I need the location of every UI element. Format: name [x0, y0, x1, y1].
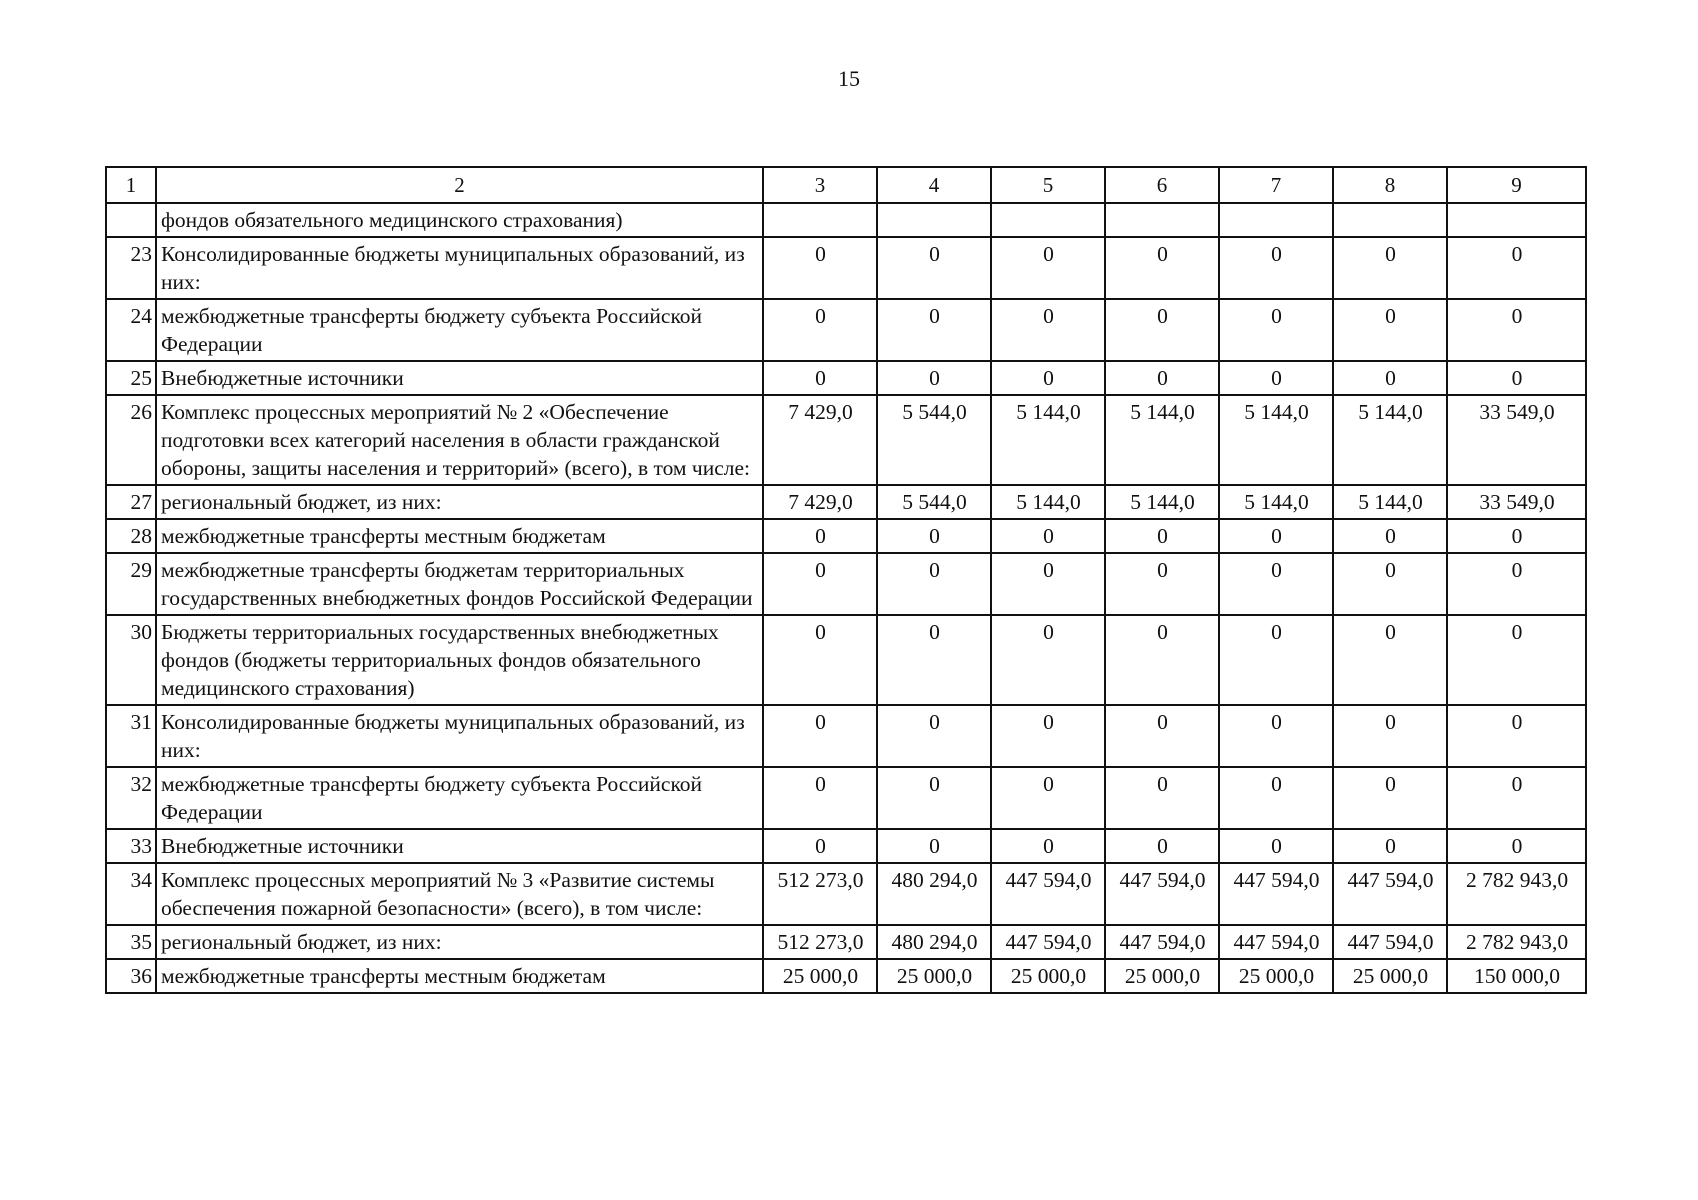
value-cell-col-9: 0 — [1447, 829, 1586, 863]
header-row — [106, 167, 1586, 203]
row-number-cell: 31 — [106, 705, 156, 767]
value-cell-col-8: 0 — [1333, 361, 1447, 395]
value-cell-col-8: 0 — [1333, 615, 1447, 705]
value-cell-col-4: 0 — [877, 615, 991, 705]
value-cell-col-8: 5 144,0 — [1333, 485, 1447, 519]
value-cell-col-8: 447 594,0 — [1333, 863, 1447, 925]
value-cell-col-6: 447 594,0 — [1105, 925, 1219, 959]
value-cell-col-3: 0 — [763, 361, 877, 395]
table-header — [106, 167, 1586, 203]
row-description-cell: Внебюджетные источники — [156, 829, 763, 863]
value-cell-col-5: 447 594,0 — [991, 925, 1105, 959]
value-cell-col-5: 0 — [991, 615, 1105, 705]
value-cell-col-6: 0 — [1105, 705, 1219, 767]
value-cell-col-6: 0 — [1105, 829, 1219, 863]
header-cell: 4 — [877, 167, 991, 203]
table-row — [106, 615, 1586, 705]
table-row — [106, 553, 1586, 615]
value-cell-col-9: 0 — [1447, 767, 1586, 829]
value-cell-col-3: 25 000,0 — [763, 959, 877, 993]
value-cell-col-8: 0 — [1333, 553, 1447, 615]
value-cell-col-5: 5 144,0 — [991, 395, 1105, 485]
table-row — [106, 203, 1586, 237]
value-cell-col-8 — [1333, 203, 1447, 237]
value-cell-col-4: 0 — [877, 767, 991, 829]
row-number-cell: 29 — [106, 553, 156, 615]
table-row — [106, 395, 1586, 485]
value-cell-col-7: 0 — [1219, 767, 1333, 829]
value-cell-col-4: 0 — [877, 299, 991, 361]
value-cell-col-3: 0 — [763, 767, 877, 829]
value-cell-col-6 — [1105, 203, 1219, 237]
value-cell-col-6: 0 — [1105, 299, 1219, 361]
value-cell-col-3: 0 — [763, 829, 877, 863]
value-cell-col-5: 0 — [991, 705, 1105, 767]
value-cell-col-4: 0 — [877, 237, 991, 299]
value-cell-col-4 — [877, 203, 991, 237]
value-cell-col-9: 0 — [1447, 553, 1586, 615]
value-cell-col-9: 0 — [1447, 361, 1586, 395]
header-cell: 8 — [1333, 167, 1447, 203]
value-cell-col-8: 0 — [1333, 829, 1447, 863]
row-description-cell: Консолидированные бюджеты муниципальных образований, из них: — [156, 705, 763, 767]
value-cell-col-6: 0 — [1105, 553, 1219, 615]
row-number-cell: 27 — [106, 485, 156, 519]
value-cell-col-8: 0 — [1333, 767, 1447, 829]
value-cell-col-4: 0 — [877, 553, 991, 615]
row-description-cell: Бюджеты территориальных государственных внебюджетных фондов (бюджеты территориальных фондов обязательного медицинского страхования) — [156, 615, 763, 705]
value-cell-col-5: 25 000,0 — [991, 959, 1105, 993]
value-cell-col-3: 0 — [763, 237, 877, 299]
value-cell-col-6: 5 144,0 — [1105, 485, 1219, 519]
row-description-cell: межбюджетные трансферты бюджетам территориальных государственных внебюджетных фондов Российской Федерации — [156, 553, 763, 615]
value-cell-col-7: 447 594,0 — [1219, 863, 1333, 925]
value-cell-col-3: 0 — [763, 615, 877, 705]
value-cell-col-6: 0 — [1105, 767, 1219, 829]
row-description-cell: межбюджетные трансферты местным бюджетам — [156, 959, 763, 993]
value-cell-col-5: 0 — [991, 829, 1105, 863]
value-cell-col-7: 0 — [1219, 299, 1333, 361]
value-cell-col-7 — [1219, 203, 1333, 237]
budget-table — [105, 166, 1587, 994]
value-cell-col-8: 0 — [1333, 237, 1447, 299]
value-cell-col-7: 0 — [1219, 237, 1333, 299]
row-number-cell: 23 — [106, 237, 156, 299]
value-cell-col-6: 0 — [1105, 615, 1219, 705]
header-cell: 6 — [1105, 167, 1219, 203]
value-cell-col-3: 0 — [763, 519, 877, 553]
value-cell-col-4: 480 294,0 — [877, 925, 991, 959]
header-cell: 3 — [763, 167, 877, 203]
table-row — [106, 237, 1586, 299]
value-cell-col-7: 5 144,0 — [1219, 395, 1333, 485]
header-cell: 9 — [1447, 167, 1586, 203]
row-number-cell: 35 — [106, 925, 156, 959]
value-cell-col-6: 25 000,0 — [1105, 959, 1219, 993]
value-cell-col-4: 0 — [877, 519, 991, 553]
value-cell-col-3: 0 — [763, 553, 877, 615]
value-cell-col-4: 0 — [877, 705, 991, 767]
table-row — [106, 361, 1586, 395]
header-cell: 1 — [106, 167, 156, 203]
table-row — [106, 519, 1586, 553]
value-cell-col-7: 0 — [1219, 615, 1333, 705]
value-cell-col-3: 0 — [763, 299, 877, 361]
header-cell: 7 — [1219, 167, 1333, 203]
value-cell-col-4: 480 294,0 — [877, 863, 991, 925]
value-cell-col-8: 0 — [1333, 299, 1447, 361]
row-description-cell: межбюджетные трансферты бюджету субъекта Российской Федерации — [156, 299, 763, 361]
page-number: 15 — [838, 66, 860, 91]
value-cell-col-7: 447 594,0 — [1219, 925, 1333, 959]
value-cell-col-7: 5 144,0 — [1219, 485, 1333, 519]
value-cell-col-7: 25 000,0 — [1219, 959, 1333, 993]
value-cell-col-5: 0 — [991, 767, 1105, 829]
value-cell-col-9: 33 549,0 — [1447, 395, 1586, 485]
value-cell-col-8: 0 — [1333, 519, 1447, 553]
value-cell-col-4: 5 544,0 — [877, 485, 991, 519]
value-cell-col-7: 0 — [1219, 829, 1333, 863]
row-number-cell: 25 — [106, 361, 156, 395]
value-cell-col-4: 0 — [877, 829, 991, 863]
value-cell-col-3: 0 — [763, 705, 877, 767]
value-cell-col-9: 0 — [1447, 299, 1586, 361]
row-description-cell: фондов обязательного медицинского страхования) — [156, 203, 763, 237]
value-cell-col-3: 512 273,0 — [763, 925, 877, 959]
value-cell-col-6: 0 — [1105, 519, 1219, 553]
value-cell-col-7: 0 — [1219, 705, 1333, 767]
value-cell-col-5: 5 144,0 — [991, 485, 1105, 519]
row-description-cell: Комплекс процессных мероприятий № 2 «Обеспечение подготовки всех категорий населения в области гражданской обороны, защиты населения и территорий» (всего), в том числе: — [156, 395, 763, 485]
value-cell-col-9: 33 549,0 — [1447, 485, 1586, 519]
value-cell-col-3 — [763, 203, 877, 237]
row-number-cell: 34 — [106, 863, 156, 925]
row-number-cell: 24 — [106, 299, 156, 361]
value-cell-col-9: 0 — [1447, 615, 1586, 705]
table-row — [106, 705, 1586, 767]
value-cell-col-6: 0 — [1105, 361, 1219, 395]
value-cell-col-4: 0 — [877, 361, 991, 395]
row-description-cell: Внебюджетные источники — [156, 361, 763, 395]
row-number-cell: 33 — [106, 829, 156, 863]
value-cell-col-5: 0 — [991, 361, 1105, 395]
value-cell-col-9: 0 — [1447, 519, 1586, 553]
row-number-cell — [106, 203, 156, 237]
value-cell-col-9: 0 — [1447, 237, 1586, 299]
value-cell-col-4: 25 000,0 — [877, 959, 991, 993]
value-cell-col-6: 0 — [1105, 237, 1219, 299]
row-number-cell: 28 — [106, 519, 156, 553]
value-cell-col-7: 0 — [1219, 361, 1333, 395]
header-cell: 2 — [156, 167, 763, 203]
table-row — [106, 299, 1586, 361]
table-row — [106, 863, 1586, 925]
value-cell-col-9: 0 — [1447, 705, 1586, 767]
value-cell-col-6: 447 594,0 — [1105, 863, 1219, 925]
table-row — [106, 829, 1586, 863]
value-cell-col-9 — [1447, 203, 1586, 237]
row-description-cell: межбюджетные трансферты местным бюджетам — [156, 519, 763, 553]
row-number-cell: 36 — [106, 959, 156, 993]
value-cell-col-8: 0 — [1333, 705, 1447, 767]
value-cell-col-5: 0 — [991, 237, 1105, 299]
value-cell-col-4: 5 544,0 — [877, 395, 991, 485]
table-row — [106, 925, 1586, 959]
value-cell-col-9: 150 000,0 — [1447, 959, 1586, 993]
value-cell-col-5: 447 594,0 — [991, 863, 1105, 925]
value-cell-col-3: 7 429,0 — [763, 485, 877, 519]
value-cell-col-3: 7 429,0 — [763, 395, 877, 485]
value-cell-col-5: 0 — [991, 519, 1105, 553]
table-row — [106, 959, 1586, 993]
value-cell-col-5 — [991, 203, 1105, 237]
value-cell-col-9: 2 782 943,0 — [1447, 863, 1586, 925]
row-description-cell: Комплекс процессных мероприятий № 3 «Развитие системы обеспечения пожарной безопасности» (всего), в том числе: — [156, 863, 763, 925]
value-cell-col-8: 5 144,0 — [1333, 395, 1447, 485]
value-cell-col-8: 447 594,0 — [1333, 925, 1447, 959]
table-row — [106, 485, 1586, 519]
row-description-cell: региональный бюджет, из них: — [156, 925, 763, 959]
value-cell-col-9: 2 782 943,0 — [1447, 925, 1586, 959]
value-cell-col-5: 0 — [991, 299, 1105, 361]
row-description-cell: Консолидированные бюджеты муниципальных образований, из них: — [156, 237, 763, 299]
row-number-cell: 30 — [106, 615, 156, 705]
row-description-cell: межбюджетные трансферты бюджету субъекта Российской Федерации — [156, 767, 763, 829]
value-cell-col-5: 0 — [991, 553, 1105, 615]
value-cell-col-6: 5 144,0 — [1105, 395, 1219, 485]
value-cell-col-8: 25 000,0 — [1333, 959, 1447, 993]
header-cell: 5 — [991, 167, 1105, 203]
row-number-cell: 32 — [106, 767, 156, 829]
row-number-cell: 26 — [106, 395, 156, 485]
table-body — [106, 203, 1586, 993]
table-row — [106, 767, 1586, 829]
value-cell-col-3: 512 273,0 — [763, 863, 877, 925]
value-cell-col-7: 0 — [1219, 519, 1333, 553]
value-cell-col-7: 0 — [1219, 553, 1333, 615]
row-description-cell: региональный бюджет, из них: — [156, 485, 763, 519]
